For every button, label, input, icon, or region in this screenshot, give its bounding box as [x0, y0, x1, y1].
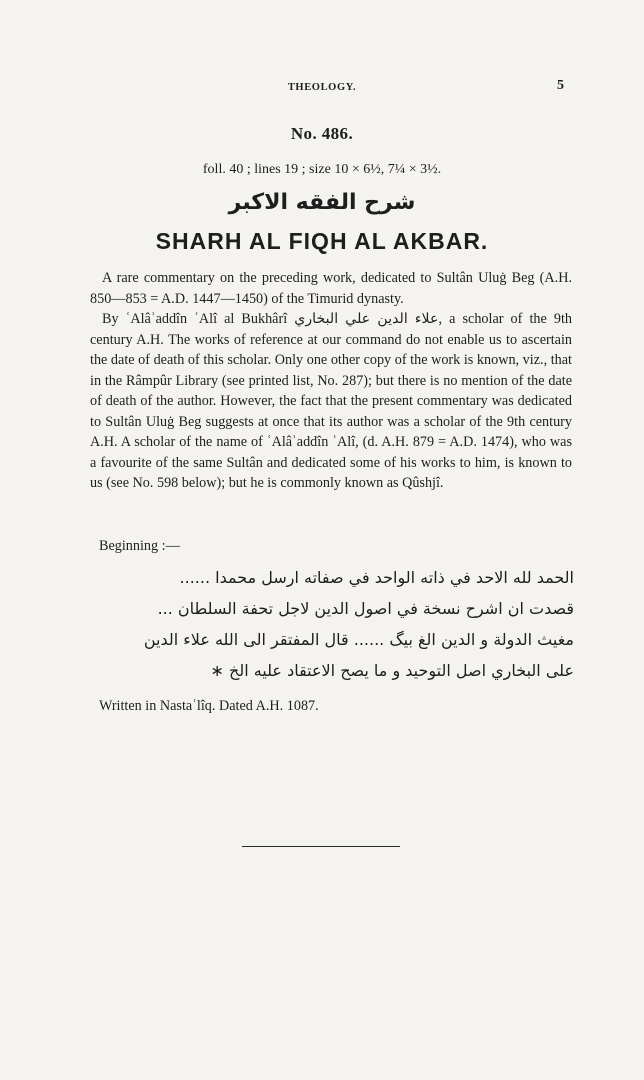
arabic-title: شرح الفقه الاكبر [228, 190, 416, 215]
page-number: 5 [557, 78, 564, 93]
description-body [90, 268, 572, 494]
entry-number: No. 486. [290, 124, 354, 143]
entry-title: SHARH AL FIQH AL AKBAR. [155, 228, 489, 254]
beginning-label: Beginning :— [99, 538, 180, 554]
manuscript-specs: foll. 40 ; lines 19 ; size 10 × 6½, 7¼ × 3½. [202, 162, 442, 177]
description-paragraph-2: By ʿAlâʾaddîn ʿAlî al Bukhârî علاء الدين علي البخاري, a scholar of the 9th century A.H. The works of reference at our command do not enable us to ascertain the date of death of this scholar. Only one other copy of the work is known, viz., that in the Râmpûr Library (see printed list, No. 287); but there is no mention of the date of death of the author. However, the fact that the present commentary was dedicated to Sultân Uluġ Beg suggests at once that its author was a scholar of the 9th century A.H. A scholar of the name of ʿAlâʾaddîn ʿAlî, (d. A.H. 879 = A.D. 1474), who was a favourite of the same Sultân and dedicated some of his works to him, is known to us (see No. 598 below); but he is commonly known as Qûshjî. [90, 311, 572, 491]
incipit-line: على البخاري اصل التوحيد و ما يصح الاعتقاد عليه الخ ∗ [210, 661, 574, 680]
section-divider [242, 846, 400, 847]
colophon: Written in Nastaʿlîq. Dated A.H. 1087. [99, 698, 319, 714]
incipit-line: مغيث الدولة و الدين الغ بيگ ...... قال المفتقر الى الله علاء الدين [143, 630, 574, 649]
incipit-line: قصدت ان اشرح نسخة في اصول الدين لاجل تحفة السلطان ... [157, 599, 574, 618]
description-paragraph-1: A rare commentary on the preceding work, dedicated to Sultân Uluġ Beg (A.H. 850—853 = A.D. 1447—1450) of the Timurid dynasty. [90, 270, 572, 307]
arabic-incipit [98, 562, 574, 686]
running-head: THEOLOGY. [287, 82, 357, 93]
incipit-line: الحمد لله الاحد في ذاته الواحد في صفاته ارسل محمدا ...... [179, 568, 574, 587]
